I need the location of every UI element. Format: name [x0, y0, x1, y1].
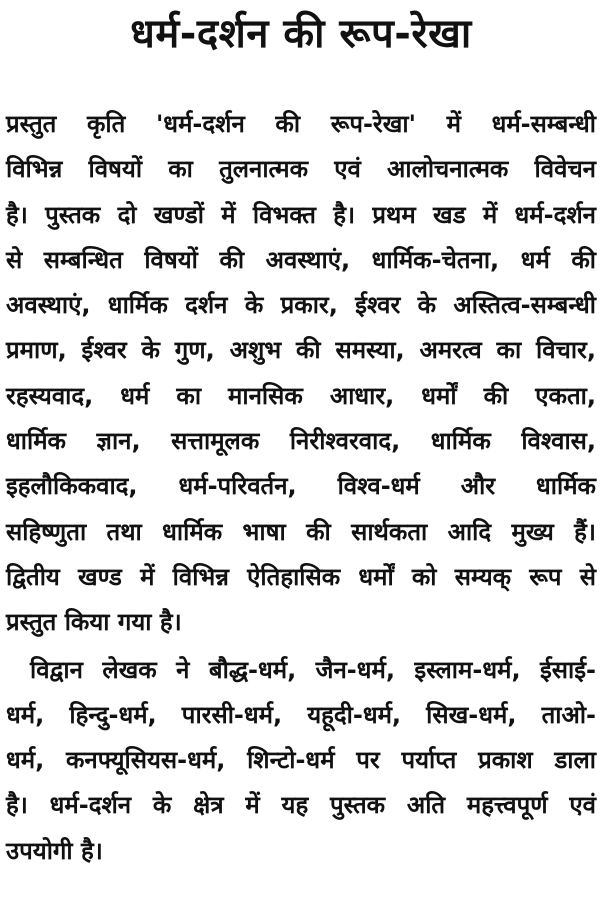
- paragraph-1-line: रहस्यवाद, धर्म का मानसिक आधार, धर्मों की एकता,: [6, 381, 596, 410]
- paragraph-2-line: विद्वान लेखक ने बौद्ध-धर्म, जैन-धर्म, इस्लाम-धर्म, ईसाई-: [30, 655, 596, 684]
- paragraph-1-line: अवस्थाएं, धार्मिक दर्शन के प्रकार, ईश्वर के अस्तित्व-सम्बन्धी: [6, 291, 596, 320]
- paragraph-1-line: से सम्बन्धित विषयों की अवस्थाएं, धार्मिक-चेतना, धर्म की: [6, 245, 596, 274]
- paragraph-1-line: प्रमाण, ईश्वर के गुण, अशुभ की समस्या, अमरत्व का विचार,: [6, 336, 596, 365]
- page-title: धर्म-दर्शन की रूप-रेखा: [130, 11, 472, 57]
- paragraph-1-line: प्रस्तुत कृति 'धर्म-दर्शन की रूप-रेखा' में धर्म-सम्बन्धी: [6, 110, 596, 138]
- paragraph-1-line: धार्मिक ज्ञान, सत्तामूलक निरीश्वरवाद, धार्मिक विश्वास,: [6, 427, 596, 456]
- paragraph-1-line: सहिष्णुता तथा धार्मिक भाषा की सार्थकता आदि मुख्य हैं।: [6, 517, 596, 546]
- paragraph-1-line: है। पुस्तक दो खण्डों में विभक्त है। प्रथम खड में धर्म-दर्शन: [6, 200, 596, 229]
- paragraph-2: [6, 648, 596, 874]
- paragraph-2-line: धर्म, हिन्दु-धर्म, पारसी-धर्म, यहूदी-धर्म, सिख-धर्म, ताओ-: [6, 700, 596, 729]
- paragraph-2-line: धर्म, कनफ्यूसियस-धर्म, शिन्टो-धर्म पर पर्याप्त प्रकाश डाला: [6, 746, 596, 775]
- paragraph-1-line: विभिन्न विषयों का तुलनात्मक एवं आलोचनात्मक विवेचन: [6, 155, 596, 184]
- paragraph-1: [6, 102, 596, 646]
- paragraph-2-line: है। धर्म-दर्शन के क्षेत्र में यह पुस्तक अति महत्त्वपूर्ण एवं: [6, 791, 596, 820]
- paragraph-1-line: इहलौकिकवाद, धर्म-परिवर्तन, विश्व-धर्म और धार्मिक: [6, 472, 596, 501]
- paragraph-1-line: प्रस्तुत किया गया है।: [6, 608, 182, 637]
- paragraph-1-line: द्वितीय खण्ड में विभिन्न ऐतिहासिक धर्मों को सम्यक् रूप से: [6, 562, 596, 591]
- paragraph-2-line: उपयोगी है।: [6, 836, 103, 865]
